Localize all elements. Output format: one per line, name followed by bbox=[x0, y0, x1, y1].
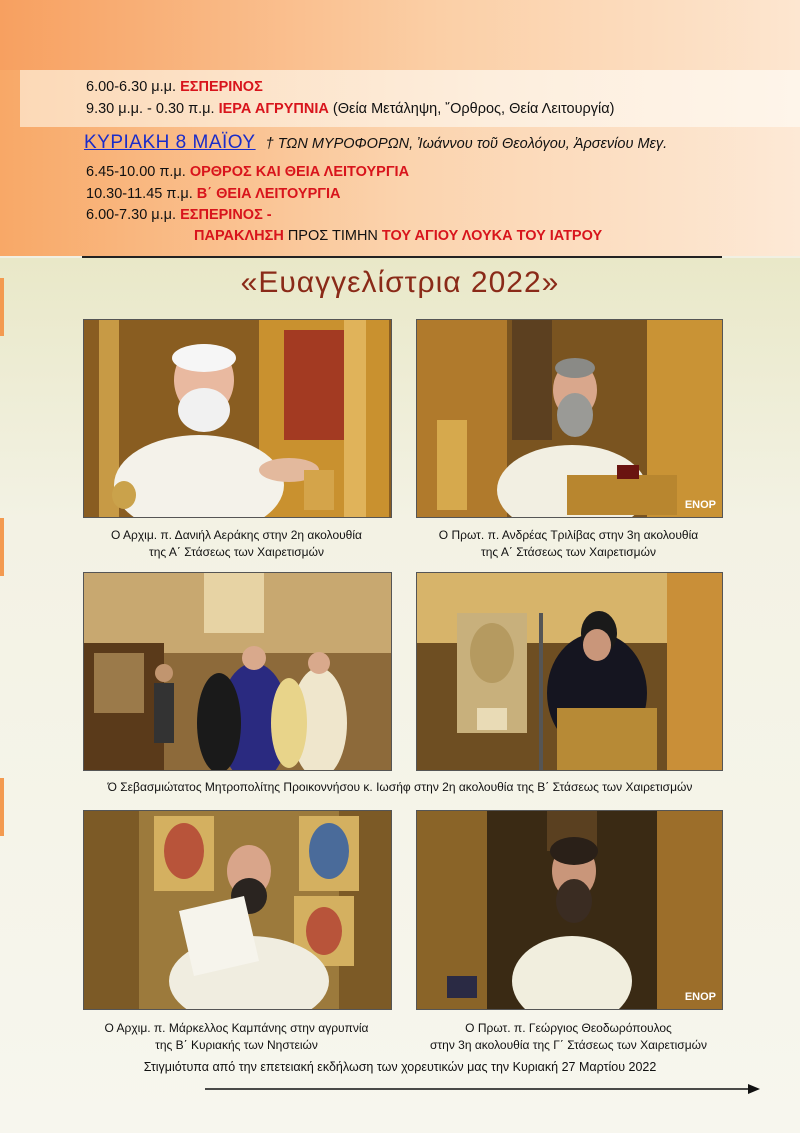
left-edge-marks bbox=[0, 258, 4, 1133]
top-orange-band bbox=[0, 0, 800, 70]
photo-georgios-theodoropoulos bbox=[416, 810, 723, 1010]
arrow-right-icon bbox=[205, 1082, 760, 1096]
divider-rule bbox=[82, 256, 722, 258]
sunday-heading bbox=[84, 132, 667, 154]
photo-daniil-aerakis bbox=[83, 319, 392, 518]
schedule-line-2: 9.30 μ.μ. - 0.30 π.μ. ΙΕΡΑ ΑΓΡΥΠΝΙΑ (Θεία Μετάληψη, ῎Ορθρος, Θεία Λειτουργία) bbox=[86, 101, 615, 117]
schedule-line-4: 10.30-11.45 π.μ. Β΄ ΘΕΙΑ ΛΕΙΤΟΥΡΓΙΑ bbox=[86, 186, 341, 202]
schedule-line-6: ΠΑΡΑΚΛΗΣΗ ΠΡΟΣ ΤΙΜΗΝ ΤΟΥ ΑΓΙΟΥ ΛΟΥΚΑ ΤΟΥ ΙΑΤΡΟΥ bbox=[194, 228, 603, 244]
photo-metropolitan-iosif bbox=[416, 572, 723, 771]
caption-photo-6: Ο Πρωτ. π. Γεώργιος Θεοδωρόπουλος στην 3η ακολουθία της Γ΄ Στάσεως των Χαιρετισμών bbox=[430, 1021, 707, 1052]
footer-note: Στιγμιότυπα από την επετειακή εκδήλωση των χορευτικών μας την Κυριακή 27 Μαρτίου 2022 bbox=[143, 1060, 657, 1074]
photo-markellos-kampanis bbox=[83, 810, 392, 1010]
schedule-line-3: 6.45-10.00 π.μ. ΟΡΘΡΟΣ ΚΑΙ ΘΕΙΑ ΛΕΙΤΟΥΡΓΙΑ bbox=[86, 164, 410, 180]
caption-photo-1: Ο Αρχιμ. π. Δανιήλ Αεράκης στην 2η ακολουθία της Α΄ Στάσεως των Χαιρετισμών bbox=[111, 528, 362, 559]
schedule-line-1: 6.00-6.30 μ.μ. ΕΣΠΕΡΙΝΟΣ bbox=[86, 79, 263, 95]
section-title: «Ευαγγελίστρια 2022» bbox=[240, 266, 560, 299]
sunday-feast: † ΤΩΝ ΜΥΡΟΦΟΡΩΝ, Ἰωάννου τοῦ Θεολόγου, Ἀρσενίου Μεγ. bbox=[265, 136, 668, 152]
caption-photo-5: Ο Αρχιμ. π. Μάρκελλος Καμπάνης στην αγρυπνία της Β΄ Κυριακής των Νηστειών bbox=[104, 1021, 369, 1052]
watermark-enor-2: ΕΝΟΡ bbox=[684, 991, 716, 1003]
sunday-date-link[interactable]: ΚΥΡΙΑΚΗ 8 ΜΑΪΟΥ bbox=[84, 132, 256, 153]
photo-metropolitan-procession bbox=[83, 572, 392, 771]
photo-andreas-trilivas bbox=[416, 319, 723, 518]
schedule-line-5: 6.00-7.30 μ.μ. ΕΣΠΕΡΙΝΟΣ - bbox=[86, 207, 272, 223]
caption-photo-3-4: Ό Σεβασμιώτατος Μητροπολίτης Προικοννήσου κ. Ιωσήφ στην 2η ακολουθία της Β΄ Στάσεως των Χαιρετισμών bbox=[107, 780, 693, 794]
watermark-enor: ΕΝΟΡ bbox=[684, 499, 716, 511]
caption-photo-2: Ο Πρωτ. π. Ανδρέας Τριλίβας στην 3η ακολουθία της Α΄ Στάσεως των Χαιρετισμών bbox=[438, 528, 699, 559]
